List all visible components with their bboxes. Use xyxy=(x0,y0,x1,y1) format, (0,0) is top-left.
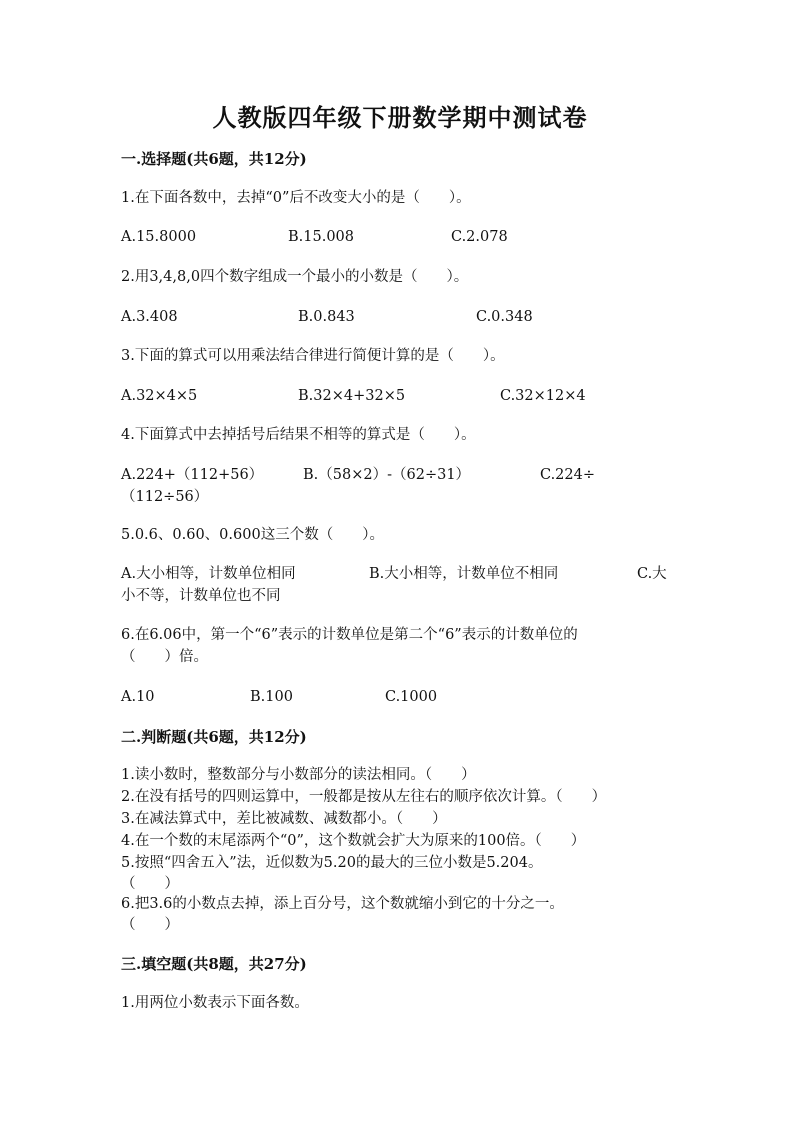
judgment-item-2: 2.在没有括号的四则运算中，一般都是按从左往右的顺序依次计算。（ ） xyxy=(121,789,607,805)
question-4-option-c-line2: （112÷56） xyxy=(121,489,209,505)
fill-question-1: 1.用两位小数表示下面各数。 xyxy=(121,995,309,1011)
question-4-option-b: B.（58×2）-（62÷31） xyxy=(303,467,471,483)
question-6-option-b: B.100 xyxy=(250,689,293,705)
question-1-option-a: A.15.8000 xyxy=(121,229,197,245)
judgment-item-4: 4.在一个数的末尾添两个“0”，这个数就会扩大为原来的100倍。（ ） xyxy=(121,833,586,849)
question-3-text: 3.下面的算式可以用乘法结合律进行简便计算的是（ ）。 xyxy=(121,348,505,364)
question-2-text: 2.用3,4,8,0四个数字组成一个最小的小数是（ ）。 xyxy=(121,269,469,285)
question-5-option-c-line2: 小不等，计数单位也不同 xyxy=(121,588,281,604)
judgment-item-1: 1.读小数时，整数部分与小数部分的读法相同。（ ） xyxy=(121,767,476,783)
question-6-option-c: C.1000 xyxy=(385,689,438,705)
question-3-option-b: B.32×4+32×5 xyxy=(298,388,406,404)
question-4-option-c-line1: C.224÷ xyxy=(540,467,596,483)
question-6-option-a: A.10 xyxy=(121,689,155,705)
question-5-option-b: B.大小相等，计数单位不相同 xyxy=(369,566,559,582)
judgment-item-5-bracket: （ ） xyxy=(121,876,179,892)
section-heading-fill-blank: 三.填空题(共8题，共27分) xyxy=(121,955,307,973)
judgment-item-3: 3.在减法算式中，差比被减数、减数都小。（ ） xyxy=(121,811,447,827)
section-heading-choice: 一.选择题(共6题，共12分) xyxy=(121,150,307,168)
question-5-text: 5.0.6、0.60、0.600这三个数（ ）。 xyxy=(121,527,384,543)
question-2-option-b: B.0.843 xyxy=(298,309,355,325)
question-4-text: 4.下面算式中去掉括号后结果不相等的算式是（ ）。 xyxy=(121,427,476,443)
question-5-option-c-line1: C.大 xyxy=(637,566,667,582)
section-heading-judgment: 二.判断题(共6题，共12分) xyxy=(121,728,307,746)
question-3-option-a: A.32×4×5 xyxy=(121,388,198,404)
question-1-option-c: C.2.078 xyxy=(451,229,508,245)
question-1-option-b: B.15.008 xyxy=(288,229,355,245)
question-4-option-a: A.224+（112+56） xyxy=(121,467,264,483)
question-6-line1: 6.在6.06中，第一个“6”表示的计数单位是第二个“6”表示的计数单位的 xyxy=(121,627,578,643)
question-1-text: 1.在下面各数中，去掉“0”后不改变大小的是（ ）。 xyxy=(121,190,471,206)
judgment-item-6-bracket: （ ） xyxy=(121,917,179,933)
question-5-option-a: A.大小相等，计数单位相同 xyxy=(121,566,296,582)
question-2-option-a: A.3.408 xyxy=(121,309,178,325)
question-2-option-c: C.0.348 xyxy=(476,309,533,325)
question-6-line2: （ ）倍。 xyxy=(121,649,208,665)
judgment-item-5: 5.按照“四舍五入”法，近似数为5.20的最大的三位小数是5.204。 xyxy=(121,855,543,871)
page-title: 人教版四年级下册数学期中测试卷 xyxy=(212,103,588,132)
question-3-option-c: C.32×12×4 xyxy=(500,388,586,404)
judgment-item-6: 6.把3.6的小数点去掉，添上百分号，这个数就缩小到它的十分之一。 xyxy=(121,896,564,912)
